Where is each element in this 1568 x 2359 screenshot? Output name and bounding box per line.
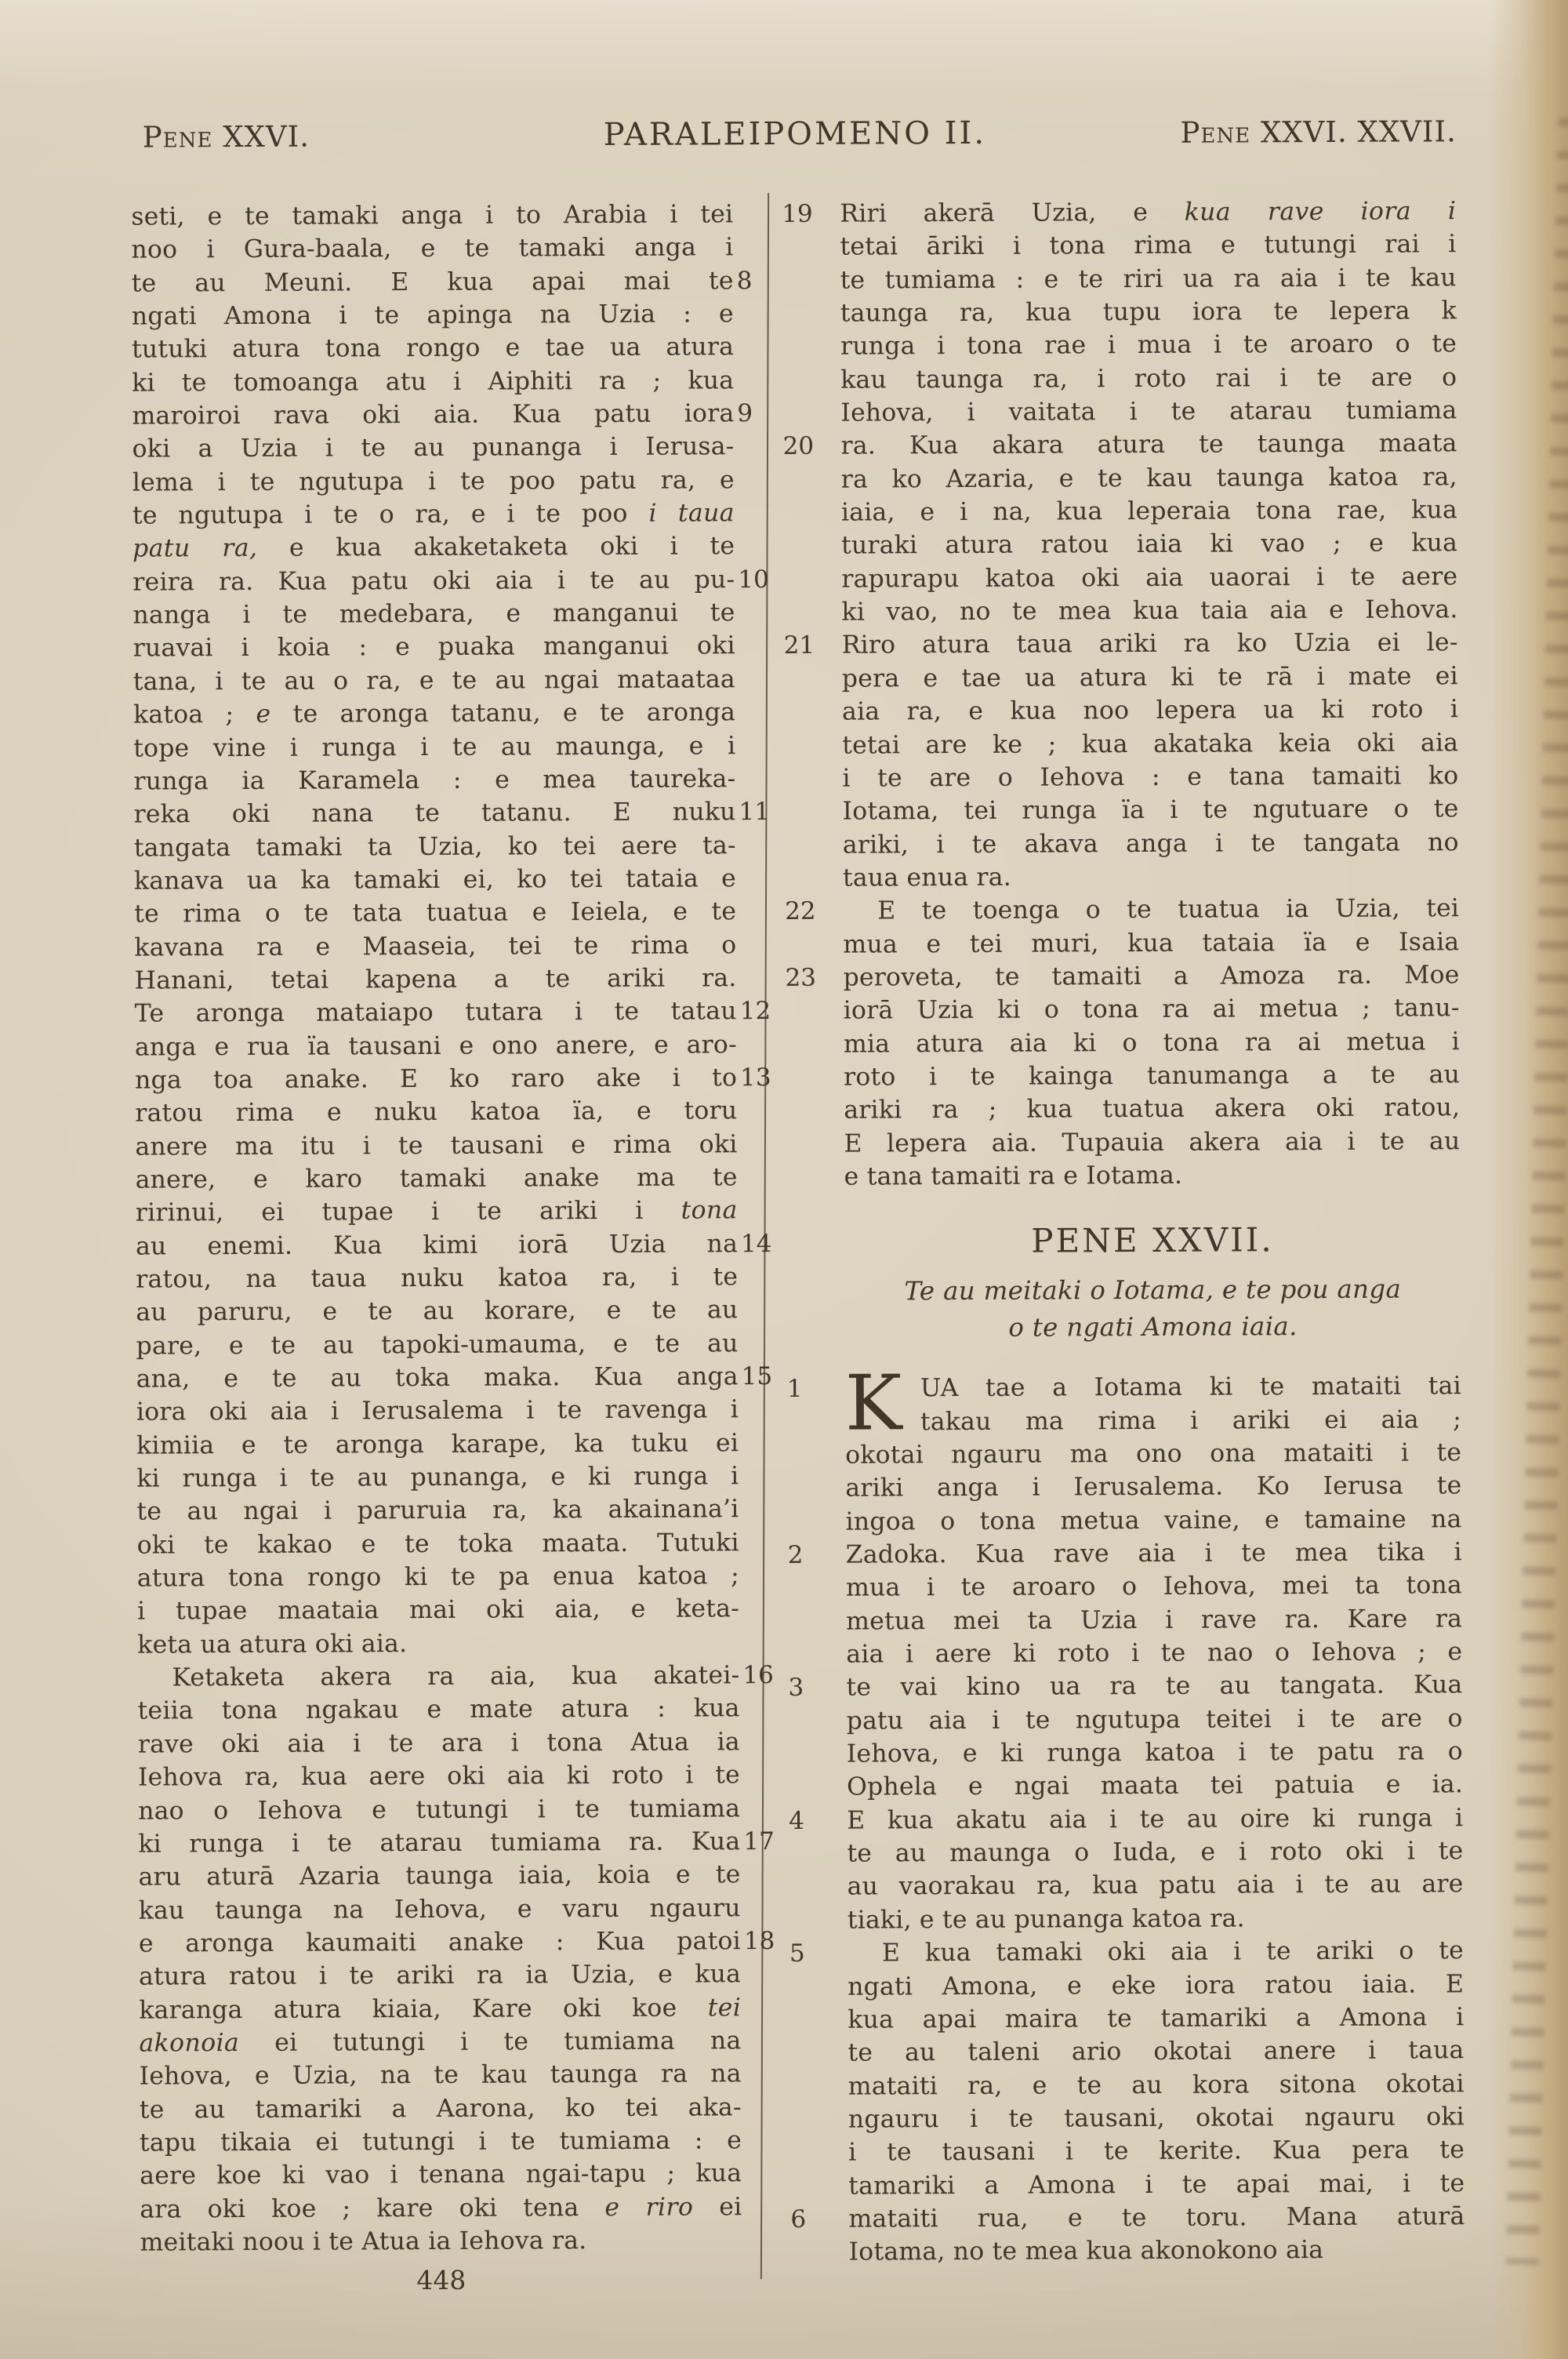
text: ngati Amona, e eke iora ratou iaia. E <box>848 1969 1465 2001</box>
text: aere koe ki vao i tenana ngai-tapu ; kua <box>140 2159 742 2190</box>
text-line <box>848 2034 1464 2070</box>
text: Iotama, tei runga ïa i te ngutuare o te <box>842 794 1459 826</box>
text: te au taleni ario okotai anere i taua <box>848 2036 1465 2067</box>
italic-text: tei <box>707 1993 742 2022</box>
italic-text: tona <box>681 1196 738 1225</box>
text: i tupae maataia mai oki aia, e keta- <box>136 1594 740 1627</box>
text: ki vao, no te mea kua taia aia e Iehova. <box>841 595 1458 627</box>
text: oki te kakao e te toka maata. Tutuki <box>136 1528 739 1560</box>
text-line <box>136 1394 739 1430</box>
text: Zadoka. Kua rave aia i te mea tika i <box>845 1538 1462 1569</box>
text: keta ua atura oki aia. <box>137 1629 408 1659</box>
text-line <box>844 1125 1460 1161</box>
text-line <box>140 2124 742 2160</box>
text: mua i te aroaro o Iehova, mei ta tona <box>845 1571 1463 1603</box>
text: noo i Gura-baala, e te tamaki anga i <box>131 233 734 264</box>
text-line <box>139 1991 741 2027</box>
text: iora oki aia i Ierusalema i te ravenga i <box>136 1395 739 1427</box>
text-line <box>842 759 1458 795</box>
text: tamariki a Amona i te apai mai, i te <box>848 2168 1465 2201</box>
text-line <box>847 1735 1463 1771</box>
text-line <box>840 228 1456 264</box>
text: Ketaketa akera ra aia, kua akatei- <box>172 1661 740 1692</box>
text: nga toa anake. E ko raro ake i to <box>135 1063 738 1095</box>
text: au paruru, e te au korare, e te au <box>136 1296 739 1327</box>
text-line <box>136 1493 739 1529</box>
text-line <box>131 231 733 267</box>
text: kanava ua ka tamaki ei, ko tei tataia e <box>133 864 737 896</box>
text-line <box>790 2200 1465 2236</box>
left-text-column <box>131 198 775 2259</box>
text: pare, e te au tapoki-umauma, e te au <box>136 1329 739 1361</box>
header-right-chapter: Pene XXVI. XXVII. <box>1180 114 1457 150</box>
text-line <box>138 1825 775 1861</box>
text: ruavai i koia : e puaka manganui oki <box>132 631 735 663</box>
text: kavana ra e Maaseia, tei te rima o <box>134 930 737 962</box>
text-line <box>136 1427 739 1463</box>
text: teiia tona ngakau e mate atura : kua <box>137 1694 740 1726</box>
text-line <box>849 2233 1465 2269</box>
text: metua mei ta Uzia i rave ra. Kare ra <box>846 1604 1463 1636</box>
text: au vaorakau ra, kua patu aia i te au are <box>847 1870 1464 1902</box>
italic-text: patu ra, <box>132 534 258 564</box>
text: Iehova, e Uzia, na te kau taunga ra na <box>139 2059 742 2091</box>
verse-number: 17 <box>743 1826 775 1856</box>
text: te au tamariki a Aarona, ko tei aka- <box>139 2092 742 2125</box>
text: mua e tei muri, kua tataia ïa e Isaia <box>843 927 1460 959</box>
text-line <box>132 331 734 367</box>
text-line <box>134 995 771 1031</box>
text: nanga i te medebara, e manganui te <box>132 598 735 630</box>
text-line <box>844 1025 1460 1061</box>
text-line <box>842 726 1458 762</box>
text-line <box>135 1227 772 1263</box>
text-line <box>139 1957 741 1994</box>
verse-number: 14 <box>740 1229 772 1258</box>
text-line <box>848 2133 1465 2169</box>
text-line <box>840 328 1457 364</box>
text: iorā Uzia ki o tona ra ai metua ; tanu- <box>843 994 1460 1025</box>
text-line <box>783 627 1458 663</box>
text: rave oki aia i te ara i tona Atua ia <box>137 1728 740 1759</box>
text-line <box>132 530 735 566</box>
text-line <box>848 2167 1465 2203</box>
text: Iotama, no te mea kua akonokono aia <box>848 2236 1324 2266</box>
text-line <box>132 596 735 632</box>
running-header <box>133 114 1457 164</box>
text-line <box>132 496 735 533</box>
text-line <box>787 1536 1462 1572</box>
verse-number: 9 <box>737 399 753 428</box>
text: turaki atura ratou iaia ki vao ; e kua <box>841 529 1458 561</box>
text-line <box>133 696 735 732</box>
text: ki te tomoanga atu i Aiphiti ra ; kua <box>132 365 735 398</box>
text-line <box>132 563 769 599</box>
text-line <box>136 1459 739 1496</box>
text-line <box>843 826 1459 862</box>
text: ariki ra ; kua tuatua akera oki ratou, <box>844 1093 1461 1125</box>
text: ei tutungi i te tumiama na <box>239 2026 742 2057</box>
text-line <box>133 762 735 798</box>
text: ei <box>693 2192 742 2222</box>
text: aia ra, e kua noo lepera ua ki roto i <box>841 695 1459 726</box>
text: ra. Kua akara atura te taunga maata <box>840 429 1457 461</box>
text: ariki, i te akava anga i te tangata no <box>842 827 1459 860</box>
text-line <box>138 1925 775 1961</box>
text: kua apai maira te tamariki a Amona i <box>848 2003 1465 2034</box>
text-line <box>789 1934 1465 1970</box>
text-line <box>845 1403 1461 1439</box>
text: E lepera aia. Tupauia akera aia i te au <box>844 1126 1461 1158</box>
verse-number: 3 <box>788 1674 804 1703</box>
text: maroiroi rava oki aia. Kua patu iora <box>132 399 735 431</box>
text-line <box>135 1128 737 1164</box>
text-line <box>134 829 736 865</box>
text: taunga ra, kua tupu iora te lepera k <box>840 296 1457 328</box>
text-line <box>841 460 1457 496</box>
text: meitaki noou i te Atua ia Iehova ra. <box>140 2226 587 2257</box>
text-line <box>137 1659 774 1695</box>
text-line <box>138 1858 740 1894</box>
text-line <box>140 2057 742 2093</box>
text-line <box>842 692 1458 729</box>
text-line <box>137 1626 739 1662</box>
italic-text: e <box>256 700 271 729</box>
adjacent-page-ghost-text <box>1506 118 1568 2265</box>
text: ara oki koe ; kare oki tena <box>140 2193 605 2224</box>
text-line <box>844 1092 1460 1128</box>
verse-number: 23 <box>785 963 817 992</box>
text-line <box>140 2091 742 2127</box>
text: ingoa o tona metua vaine, e tamaine na <box>845 1504 1462 1536</box>
text: mataiti ra, e te au kora sitona okotai <box>848 2069 1465 2101</box>
text-line <box>841 493 1457 529</box>
header-book-title: PARALEIPOMENO II. <box>603 114 987 153</box>
text: tapu tikaia ei tutungi i te tumiama : e <box>139 2126 742 2157</box>
text: i te are o Iehova : e tana tamaiti ko <box>842 761 1459 793</box>
text: Te aronga mataiapo tutara i te tatau <box>134 997 737 1028</box>
text-line <box>840 394 1457 430</box>
text-line <box>782 194 1457 231</box>
text: anere ma itu i te tausani e rima oki <box>135 1129 738 1161</box>
text: atura ratou i te ariki ra ia Uzia, e kua <box>139 1960 742 1991</box>
text: oki a Uzia i te au punanga i Ierusa- <box>132 432 735 464</box>
text-line <box>848 2100 1465 2136</box>
text: tangata tamaki ta Uzia, ko tei aere ta- <box>133 831 736 863</box>
text: reira ra. Kua patu oki aia i te au pu- <box>132 565 735 597</box>
text-line <box>136 1294 738 1330</box>
verse-number: 20 <box>782 432 815 461</box>
text-line <box>138 1692 740 1728</box>
text: tope vine i runga i te au maunga, e i <box>133 731 736 763</box>
text-line <box>845 1436 1461 1472</box>
text-line <box>133 729 735 765</box>
text-line <box>135 1028 737 1064</box>
text-line <box>132 397 753 433</box>
text: ngauru i te tausani, okotai ngauru oki <box>848 2103 1465 2134</box>
text-line <box>848 2001 1464 2037</box>
text-line <box>785 892 1460 928</box>
text-line <box>843 859 1459 895</box>
text: te au ngai i paruruia ra, ka akainana’i <box>136 1495 739 1527</box>
text: kimiia e te aronga karape, ka tuku ei <box>136 1428 739 1460</box>
text: ratou rima e nuku katoa ïa, e toru <box>135 1096 738 1128</box>
text-line <box>137 1526 739 1562</box>
text-line <box>848 1968 1464 2004</box>
verse-number: 2 <box>787 1540 804 1570</box>
text-line <box>841 560 1457 596</box>
text-line <box>140 2190 742 2226</box>
text: te au maunga o Iuda, e i roto oki i te <box>847 1837 1464 1868</box>
text: i te tausani i te kerite. Kua pera te <box>848 2135 1465 2167</box>
text: atura tona rongo ki te pa enua katoa ; <box>136 1561 739 1593</box>
text: Ophela e ngai maata tei patuia e ia. <box>846 1770 1464 1802</box>
text: E kua akatu aia i te au oire ki runga i <box>847 1804 1464 1835</box>
text-line <box>847 1768 1463 1805</box>
text-line <box>139 2024 741 2060</box>
text-line <box>842 660 1458 696</box>
text-line <box>140 2157 742 2194</box>
text: katoa ; <box>132 700 256 729</box>
text-line <box>840 261 1457 297</box>
text: e tana tamaiti ra e Iotama. <box>844 1161 1183 1191</box>
text: UA tae a Iotama ki te mataiti tai <box>920 1372 1461 1403</box>
text: PENE XXVII. <box>1031 1220 1274 1260</box>
text-line <box>135 1095 737 1131</box>
text: tetai are ke ; kua akataka keia oki aia <box>842 728 1459 760</box>
text: ana, e te au toka maka. Kua anga <box>136 1362 739 1394</box>
right-text-column <box>782 194 1465 2269</box>
text: o te ngati Amona iaia. <box>1008 1311 1298 1343</box>
text: takau ma rima i ariki ei aia ; <box>920 1405 1462 1436</box>
text-line <box>137 1593 739 1629</box>
text-line <box>136 1327 738 1363</box>
verse-number: 6 <box>790 2205 807 2234</box>
text: e kua akaketaketa oki i te <box>257 532 735 563</box>
text: ki runga i te atarau tumiama ra. Kua <box>138 1827 741 1859</box>
text-line <box>846 1569 1462 1605</box>
text-line <box>846 1602 1462 1638</box>
text-line <box>133 795 771 831</box>
text-line <box>789 1801 1464 1837</box>
text-line <box>134 862 736 898</box>
text: tutuki atura tona rongo e tae ua atura <box>131 333 735 364</box>
text-line <box>848 1901 1464 1937</box>
text-line <box>132 364 734 400</box>
text: anere, e karo tamaki anake ma te <box>135 1163 738 1194</box>
text-line <box>844 1158 1461 1194</box>
text-line <box>785 958 1460 994</box>
text: patu aia i te ngutupa teitei i te are o <box>846 1703 1463 1736</box>
verse-number: 1 <box>786 1375 803 1404</box>
text-line <box>134 895 736 931</box>
text-line <box>133 630 735 666</box>
text-line <box>133 663 735 699</box>
text-line <box>137 1559 739 1595</box>
text-line <box>846 1635 1462 1671</box>
verse-number: 13 <box>740 1063 771 1092</box>
text: Hanani, tetai kapena a te ariki ra. <box>134 964 737 995</box>
text: te vai kino ua ra te au tangata. Kua <box>846 1670 1463 1703</box>
text-line <box>841 527 1457 563</box>
text-line <box>844 1058 1460 1094</box>
text: te aronga tatanu, e te aronga <box>270 698 736 729</box>
chapter-summary <box>844 1308 1461 1347</box>
text: ratou, na taua nuku katoa ra, i te <box>136 1263 739 1294</box>
verse-number: 22 <box>785 897 816 926</box>
text: tana, i te au o ra, e te au ngai mataataa <box>132 665 735 696</box>
verse-number: 10 <box>738 565 769 594</box>
text-line <box>841 593 1457 629</box>
text: karanga atura kiaia, Kare oki koe <box>139 1993 708 2025</box>
text: E kua tamaki oki aia i te ariki o te <box>881 1936 1465 1968</box>
text: okotai ngauru ma ono ona mataiti i te <box>845 1438 1462 1470</box>
text-line <box>843 792 1459 828</box>
text: Iehova ra, kua aere oki aia ki roto i te <box>137 1761 741 1792</box>
text-line <box>840 361 1457 397</box>
text-line <box>132 297 734 333</box>
verse-number: 19 <box>782 199 813 229</box>
header-left-chapter: Pene XXVI. <box>142 119 310 154</box>
text: ra ko Azaria, e te kau taunga katoa ra, <box>840 462 1457 494</box>
text-line <box>847 1834 1463 1870</box>
text: Te au meitaki o Iotama, e te pou anga <box>904 1274 1402 1307</box>
text-line <box>135 1061 771 1097</box>
text: runga ia Karamela : e mea taureka- <box>133 765 736 796</box>
text: tiaki, e te au punanga katoa ra. <box>847 1904 1245 1935</box>
text: roto i te kainga tanumanga a te au <box>844 1060 1461 1092</box>
text: aru aturā Azaria taunga iaia, koia e te <box>138 1860 741 1892</box>
italic-text: akonoia <box>139 2028 240 2058</box>
text: lema i te ngutupa i te poo patu ra, e <box>132 466 735 497</box>
text: kau taunga na Iehova, e varu ngauru <box>138 1893 741 1925</box>
italic-text: kua rave iora i <box>1184 197 1457 227</box>
text: rapurapu katoa oki aia uaorai i te aere <box>841 562 1458 594</box>
text-line <box>138 1758 740 1794</box>
text-line <box>845 1503 1461 1539</box>
text-line <box>131 264 753 300</box>
text: ngati Amona i te apinga na Uzia : e <box>131 300 734 331</box>
text: tetai āriki i tona rima e tutungi rai i <box>840 230 1457 262</box>
text-line <box>848 2067 1465 2103</box>
italic-text: i taua <box>648 499 735 528</box>
text: taua enua ra. <box>842 863 1012 892</box>
verse-number: 21 <box>783 631 815 660</box>
verse-number: 15 <box>741 1362 773 1391</box>
text: te ngutupa i te o ra, e i te poo <box>132 499 649 530</box>
text: ki runga i te au punanga, e ki runga i <box>136 1462 739 1493</box>
text: e aronga kaumaiti anake : Kua patoi <box>138 1927 741 1958</box>
verse-number: 12 <box>739 997 771 1026</box>
text: runga i tona rae i mua i te aroaro o te <box>840 329 1457 362</box>
text-line <box>134 929 736 965</box>
text-line <box>136 1161 738 1197</box>
verse-number: 8 <box>736 266 753 295</box>
text: peroveta, te tamaiti a Amoza ra. Moe <box>843 961 1460 992</box>
text-line <box>138 1725 740 1761</box>
text: seti, e te tamaki anga i to Arabia i tei <box>131 200 734 231</box>
text: au enemi. Kua kimi iorā Uzia na <box>135 1229 739 1261</box>
italic-text: e riro <box>604 2193 694 2222</box>
text: ariki anga i Ierusalema. Ko Ierusa te <box>845 1471 1462 1503</box>
drop-cap: K <box>844 1358 902 1448</box>
text-line <box>782 427 1457 463</box>
text: kau taunga ra, i roto rai i te are o <box>840 362 1457 394</box>
text: iaia, e i na, kua leperaia tona rae, kua <box>840 496 1458 527</box>
text-line <box>139 1892 741 1928</box>
text: nao o Iehova e tutungi i te tumiama <box>138 1794 741 1826</box>
text: te tumiama : e te riri ua ra aia i te kau <box>840 263 1457 295</box>
text: mataiti rua, e te toru. Mana aturā <box>848 2202 1465 2234</box>
text-line <box>840 294 1457 330</box>
page-number: 448 <box>416 2264 466 2296</box>
text: ririnui, ei tupae i te ariki i <box>135 1196 681 1227</box>
text: mia atura aia ki o tona ra ai metua i <box>843 1027 1460 1059</box>
text-line <box>136 1260 738 1296</box>
text-line <box>843 925 1459 961</box>
text-line <box>132 431 734 467</box>
text-line <box>847 1702 1463 1738</box>
text-line <box>136 1194 738 1230</box>
text: aia i aere ki roto i te nao o Iehova ; e <box>846 1637 1463 1669</box>
text: reka oki nana te tatanu. E nuku <box>133 798 736 829</box>
text: te au Meuni. E kua apai mai te <box>131 266 734 298</box>
chapter-summary <box>844 1271 1461 1310</box>
text-line <box>845 1470 1461 1506</box>
text-line <box>140 2223 742 2259</box>
verse-number: 16 <box>742 1661 774 1690</box>
text: te rima o te tata tuatua e Ieiela, e te <box>134 897 737 929</box>
text: anga e rua ïa tausani e ono anere, e aro- <box>134 1030 737 1062</box>
verse-number: 11 <box>739 798 771 827</box>
text-line <box>131 198 733 234</box>
text-line <box>138 1792 740 1828</box>
chapter-heading <box>844 1218 1461 1264</box>
text: Iehova, e ki runga katoa i te patu ra o <box>846 1737 1463 1768</box>
text-line <box>848 1868 1464 1904</box>
text-line <box>136 1360 773 1396</box>
text-line <box>844 991 1460 1027</box>
text: Iehova, i vaitata i te atarau tumiama <box>840 396 1457 427</box>
book-edge-next-page <box>1490 0 1568 2359</box>
text: Riri akerā Uzia, e <box>840 198 1185 228</box>
text: E te toenga o te tuatua ia Uzia, tei <box>877 894 1460 925</box>
text-line <box>134 961 736 998</box>
verse-number: 18 <box>743 1926 775 1956</box>
verse-number: 5 <box>789 1939 805 1968</box>
text: pera e tae ua atura ki te rā i mate ei <box>841 662 1458 693</box>
text: Riro atura taua ariki ra ko Uzia ei le- <box>841 628 1458 660</box>
verse-number: 4 <box>789 1806 805 1835</box>
text-line <box>132 463 735 500</box>
text-line <box>788 1669 1463 1705</box>
